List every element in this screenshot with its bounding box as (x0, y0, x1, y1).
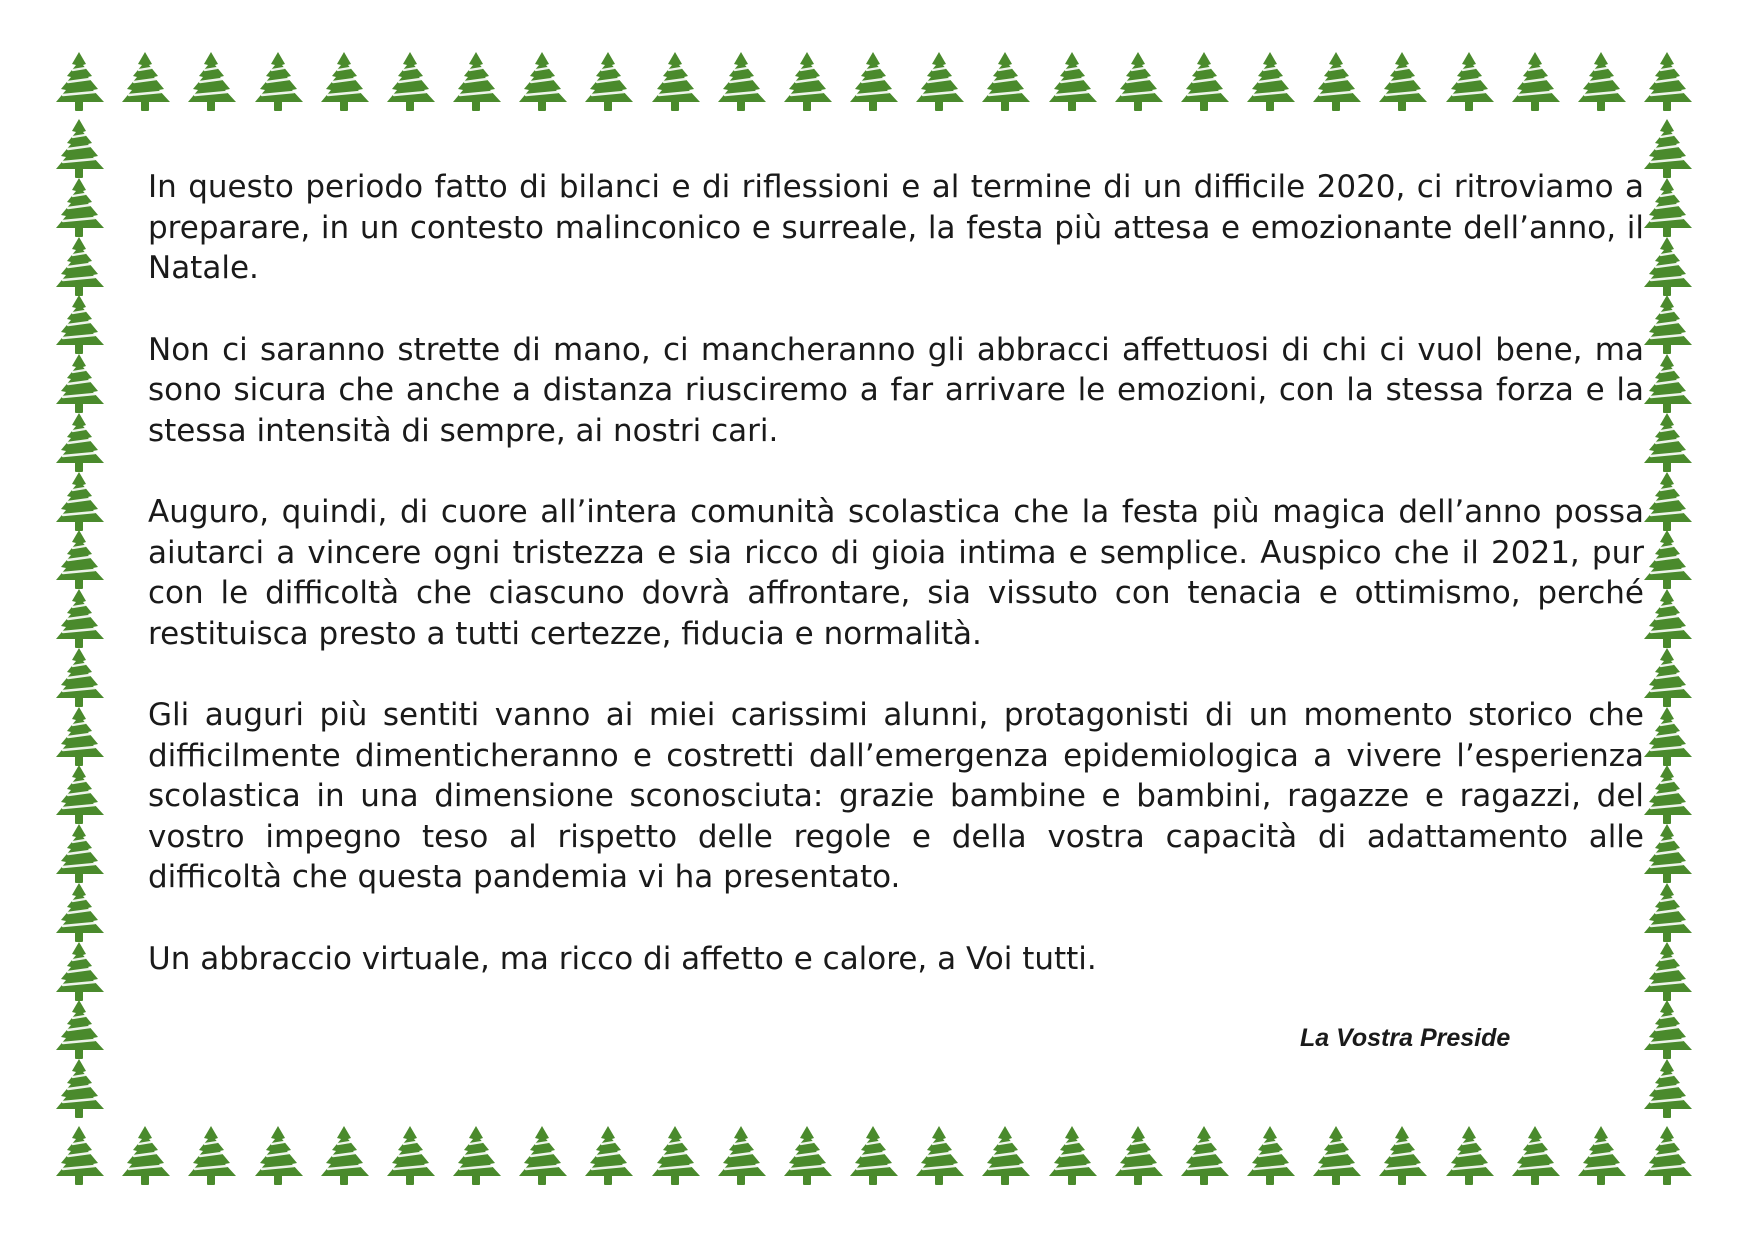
christmas-tree-icon (48, 881, 110, 945)
christmas-tree-icon (908, 1124, 970, 1188)
christmas-tree-icon (48, 117, 110, 181)
christmas-tree-icon (379, 50, 441, 114)
christmas-tree-icon (1636, 411, 1698, 475)
christmas-tree-icon (1504, 1124, 1566, 1188)
christmas-tree-icon (48, 822, 110, 886)
christmas-tree-icon (1636, 470, 1698, 534)
christmas-tree-icon (48, 587, 110, 651)
christmas-tree-icon (644, 1124, 706, 1188)
christmas-tree-icon (1636, 998, 1698, 1062)
christmas-tree-icon (48, 705, 110, 769)
christmas-tree-icon (511, 50, 573, 114)
christmas-tree-icon (114, 50, 176, 114)
christmas-tree-icon (48, 1124, 110, 1188)
christmas-tree-icon (48, 176, 110, 240)
christmas-tree-icon (974, 50, 1036, 114)
christmas-tree-icon (1239, 50, 1301, 114)
christmas-tree-icon (1438, 50, 1500, 114)
christmas-tree-icon (710, 1124, 772, 1188)
christmas-tree-icon (908, 50, 970, 114)
christmas-tree-icon (1636, 940, 1698, 1004)
christmas-tree-icon (379, 1124, 441, 1188)
christmas-tree-icon (1239, 1124, 1301, 1188)
christmas-tree-icon (48, 50, 110, 114)
christmas-tree-icon (48, 352, 110, 416)
christmas-tree-icon (1107, 1124, 1169, 1188)
christmas-tree-icon (1636, 881, 1698, 945)
christmas-tree-icon (48, 1057, 110, 1121)
christmas-tree-icon (1636, 1124, 1698, 1188)
christmas-tree-icon (842, 50, 904, 114)
christmas-tree-icon (247, 1124, 309, 1188)
christmas-tree-icon (48, 998, 110, 1062)
christmas-tree-icon (48, 293, 110, 357)
christmas-tree-icon (1371, 50, 1433, 114)
christmas-tree-icon (1173, 50, 1235, 114)
letter-paragraph: Auguro, quindi, di cuore all’intera comunità scolastica che la festa più magica dell’anno possa aiutarci a vincere ogni tristezza e sia ricco di gioia intima e semplice. Auspico che il 2021, pur con le difficoltà che ciascuno dovrà affrontare, sia vissuto con tenacia e ottimismo, perché restituisca presto a tutti certezze, fiducia e normalità. (148, 494, 1644, 652)
christmas-tree-icon (644, 50, 706, 114)
christmas-tree-icon (1041, 1124, 1103, 1188)
christmas-tree-icon (1636, 176, 1698, 240)
christmas-tree-icon (48, 940, 110, 1004)
christmas-tree-icon (48, 235, 110, 299)
letter-paragraph: Gli auguri più sentiti vanno ai miei carissimi alunni, protagonisti di un momento storico che difficilmente dimenticheranno e costretti dall’emergenza epidemiologica a vivere l’esperienza scolastica in una dimensione sconosciuta: grazie bambine e bambini, ragazze e ragazzi, del vostro impegno teso al rispetto delle regole e della vostra capacità di adattamento alle difficoltà che questa pandemia vi ha presentato. (148, 697, 1644, 895)
christmas-tree-icon (313, 50, 375, 114)
christmas-tree-icon (48, 470, 110, 534)
christmas-tree-icon (247, 50, 309, 114)
christmas-tree-icon (1636, 528, 1698, 592)
christmas-tree-icon (577, 50, 639, 114)
christmas-tree-icon (1636, 1057, 1698, 1121)
letter-paragraph: In questo periodo fatto di bilanci e di riflessioni e al termine di un difficile 2020, ci ritroviamo a preparare, in un contesto malinconico e surreale, la festa più attesa e emozionante dell’anno, il Natale. (148, 169, 1644, 286)
christmas-tree-icon (1636, 587, 1698, 651)
christmas-tree-icon (180, 1124, 242, 1188)
christmas-tree-icon (1504, 50, 1566, 114)
christmas-tree-icon (1636, 117, 1698, 181)
letter-paragraph: Non ci saranno strette di mano, ci mancheranno gli abbracci affettuosi di chi ci vuol bene, ma sono sicura che anche a distanza riusciremo a far arrivare le emozioni, con la stessa forza e la stessa intensità di sempre, ai nostri cari. (148, 331, 1644, 449)
christmas-tree-icon (1107, 50, 1169, 114)
christmas-tree-icon (445, 1124, 507, 1188)
christmas-tree-icon (1570, 50, 1632, 114)
christmas-tree-icon (445, 50, 507, 114)
christmas-tree-icon (1305, 1124, 1367, 1188)
christmas-tree-icon (1636, 822, 1698, 886)
christmas-tree-icon (180, 50, 242, 114)
christmas-tree-icon (1636, 235, 1698, 299)
christmas-tree-icon (1636, 763, 1698, 827)
christmas-tree-icon (1371, 1124, 1433, 1188)
christmas-tree-icon (313, 1124, 375, 1188)
christmas-tree-icon (776, 1124, 838, 1188)
christmas-tree-icon (1173, 1124, 1235, 1188)
christmas-tree-icon (1305, 50, 1367, 114)
christmas-tree-icon (1570, 1124, 1632, 1188)
christmas-tree-icon (1041, 50, 1103, 114)
christmas-tree-icon (1636, 352, 1698, 416)
christmas-tree-icon (1636, 293, 1698, 357)
christmas-tree-icon (776, 50, 838, 114)
letter-body (148, 167, 1644, 979)
christmas-tree-icon (710, 50, 772, 114)
christmas-tree-icon (577, 1124, 639, 1188)
christmas-tree-icon (48, 646, 110, 710)
christmas-tree-icon (974, 1124, 1036, 1188)
christmas-tree-icon (842, 1124, 904, 1188)
christmas-tree-icon (1636, 705, 1698, 769)
christmas-tree-icon (48, 528, 110, 592)
christmas-tree-icon (48, 411, 110, 475)
christmas-tree-icon (48, 763, 110, 827)
christmas-tree-icon (1636, 50, 1698, 114)
letter-paragraph: Un abbraccio virtuale, ma ricco di affetto e calore, a Voi tutti. (148, 940, 1097, 977)
christmas-tree-icon (1636, 646, 1698, 710)
signature: La Vostra Preside (1300, 1024, 1511, 1052)
christmas-tree-icon (114, 1124, 176, 1188)
christmas-tree-icon (1438, 1124, 1500, 1188)
christmas-tree-icon (511, 1124, 573, 1188)
